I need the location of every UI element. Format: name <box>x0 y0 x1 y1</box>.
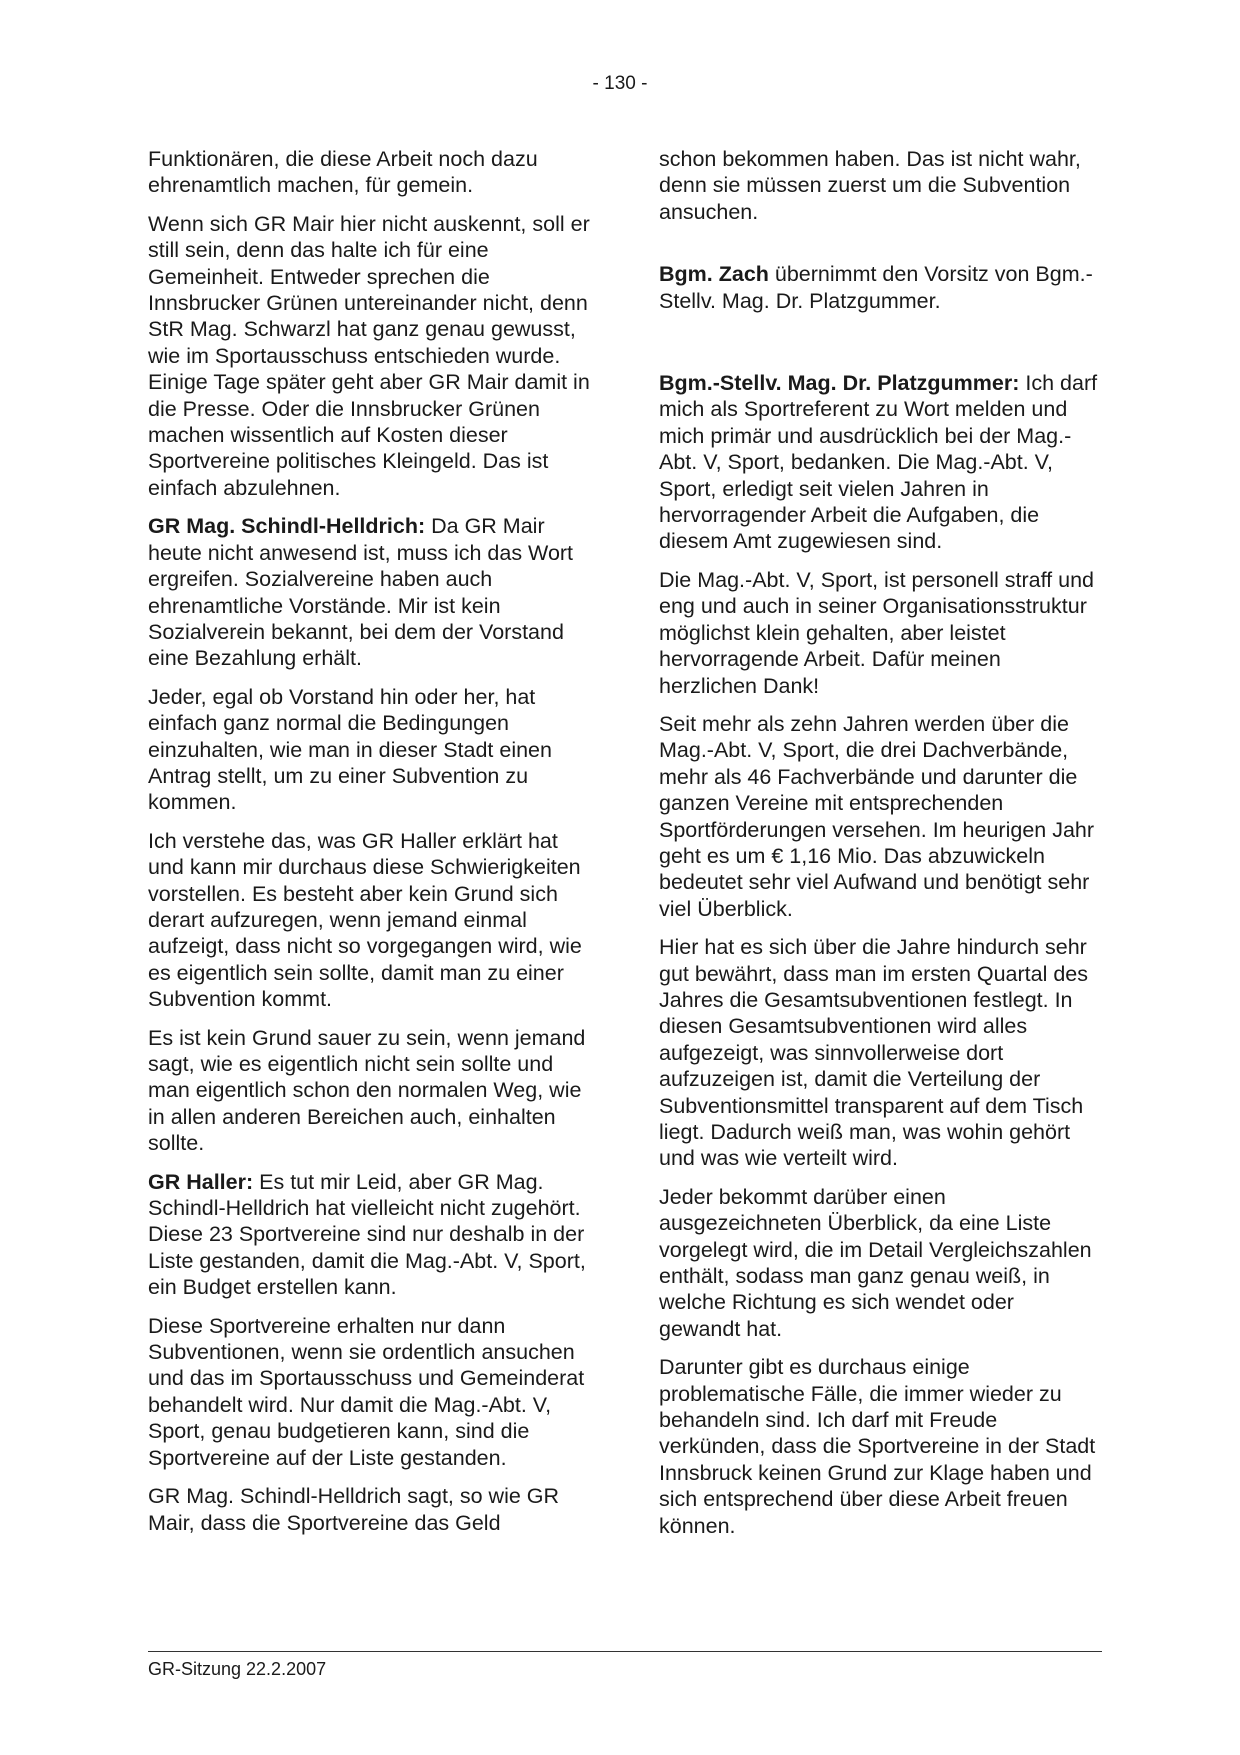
speaker-name: Bgm.-Stellv. Mag. Dr. Platzgummer: <box>659 371 1020 396</box>
paragraph: Bgm.-Stellv. Mag. Dr. Platzgummer: Ich darf mich als Sportreferent zu Wort melden und mich primär und ausdrücklich bei der Mag.-Abt. V, Sport, bedanken. Die Mag.-Abt. V, Sport, erledigt seit vielen Jahren in hervorragender Arbeit die Aufgaben, die diesem Amt zugewiesen sind. <box>659 371 1098 554</box>
speaker-name: GR Mag. Schindl-Helldrich: <box>148 514 426 539</box>
paragraph: Diese Sportvereine erhalten nur dann Subventionen, wenn sie ordentlich ansuchen und das im Sportausschuss und Gemeinderat behandelt wird. Nur damit die Mag.-Abt. V, Sport, genau budgetieren kann, sind die Sportvereine auf der Liste gestanden. <box>148 1313 585 1470</box>
paragraph: GR Mag. Schindl-Helldrich sagt, so wie GR Mair, dass die Sportvereine das Geld <box>148 1484 560 1535</box>
paragraph: GR Mag. Schindl-Helldrich: Da GR Mair heute nicht anwesend ist, muss ich das Wort ergreifen. Sozialvereine haben auch ehrenamtliche Vorstände. Mir ist kein Sozialverein bekannt, bei dem der Vorstand eine Bezahlung erhält. <box>148 514 574 671</box>
right-column <box>659 146 1101 1551</box>
paragraph: Funktionären, die diese Arbeit noch dazu ehrenamtlich machen, für gemein. <box>148 147 538 198</box>
paragraph: Die Mag.-Abt. V, Sport, ist personell straff und eng und auch in seiner Organisationsstruktur möglichst klein gehalten, aber leistet hervorragende Arbeit. Dafür meinen herzlichen Dank! <box>659 567 1094 698</box>
paragraph: schon bekommen haben. Das ist nicht wahr, denn sie müssen zuerst um die Subvention ansuchen. <box>659 147 1081 224</box>
paragraph: Wenn sich GR Mair hier nicht auskennt, soll er still sein, denn das halte ich für eine Gemeinheit. Entweder sprechen die Innsbrucker Grünen untereinander nicht, denn StR Mag. Schwarzl hat ganz genau gewusst, wie im Sportausschuss entschieden wurde. Einige Tage später geht aber GR Mair damit in die Presse. Oder die Innsbrucker Grünen machen wissentlich auf Kosten dieser Sportvereine politisches Kleingeld. Das ist einfach abzulehnen. <box>148 211 590 500</box>
speaker-name: Bgm. Zach <box>659 262 769 287</box>
paragraph: Es ist kein Grund sauer zu sein, wenn jemand sagt, wie es eigentlich nicht sein sollte und man eigentlich schon den normalen Weg, wie in allen anderen Bereichen auch, einhalten sollte. <box>148 1025 586 1156</box>
paragraph: GR Haller: Es tut mir Leid, aber GR Mag. Schindl-Helldrich hat vielleicht nicht zugehört. Diese 23 Sportvereine sind nur deshalb in der Liste gestanden, damit die Mag.-Abt. V, Sport, ein Budget erstellen kann. <box>148 1169 586 1300</box>
speaker-name: GR Haller: <box>148 1169 254 1194</box>
page-number: - 130 - <box>592 73 648 94</box>
paragraph: Darunter gibt es durchaus einige problematische Fälle, die immer wieder zu behandeln sind. Ich darf mit Freude verkünden, dass die Sportvereine in der Stadt Innsbruck keinen Grund zur Klage haben und sich entsprechend über diese Arbeit freuen können. <box>659 1355 1096 1538</box>
paragraph: Ich verstehe das, was GR Haller erklärt hat und kann mir durchaus diese Schwierigkeiten vorstellen. Es besteht aber kein Grund sich derart aufzuregen, wenn jemand einmal aufzeigt, dass nicht so vorgegangen wird, wie es eigentlich sein sollte, damit man zu einer Subvention kommt. <box>148 828 582 1012</box>
left-column <box>148 146 590 1548</box>
footer-text: GR-Sitzung 22.2.2007 <box>148 1659 327 1679</box>
paragraph: Bgm. Zach übernimmt den Vorsitz von Bgm.-Stellv. Mag. Dr. Platzgummer. <box>659 262 1093 313</box>
paragraph: Seit mehr als zehn Jahren werden über die Mag.-Abt. V, Sport, die drei Dachverbände, mehr als 46 Fachverbände und darunter die ganzen Vereine mit entsprechenden Sportförderungen versehen. Im heurigen Jahr geht es um € 1,16 Mio. Das abzuwickeln bedeutet sehr viel Aufwand und benötigt sehr viel Überblick. <box>659 711 1095 921</box>
footer-divider <box>148 1651 1102 1652</box>
paragraph: Jeder bekommt darüber einen ausgezeichneten Überblick, da eine Liste vorgelegt wird, die im Detail Vergleichszahlen enthält, sodass man ganz genau weiß, in welche Richtung es sich wendet oder gewandt hat. <box>659 1184 1092 1341</box>
paragraph: Hier hat es sich über die Jahre hindurch sehr gut bewährt, dass man im ersten Quartal des Jahres die Gesamtsubventionen festlegt. In diesen Gesamtsubventionen wird alles aufgezeigt, was sinnvollerweise dort aufzuzeigen ist, damit die Verteilung der Subventionsmittel transparent auf dem Tisch liegt. Dadurch weiß man, was wohin gehört und was wie verteilt wird. <box>659 935 1089 1171</box>
paragraph: Jeder, egal ob Vorstand hin oder her, hat einfach ganz normal die Bedingungen einzuhalten, wie man in dieser Stadt einen Antrag stellt, um zu einer Subvention zu kommen. <box>148 684 552 815</box>
